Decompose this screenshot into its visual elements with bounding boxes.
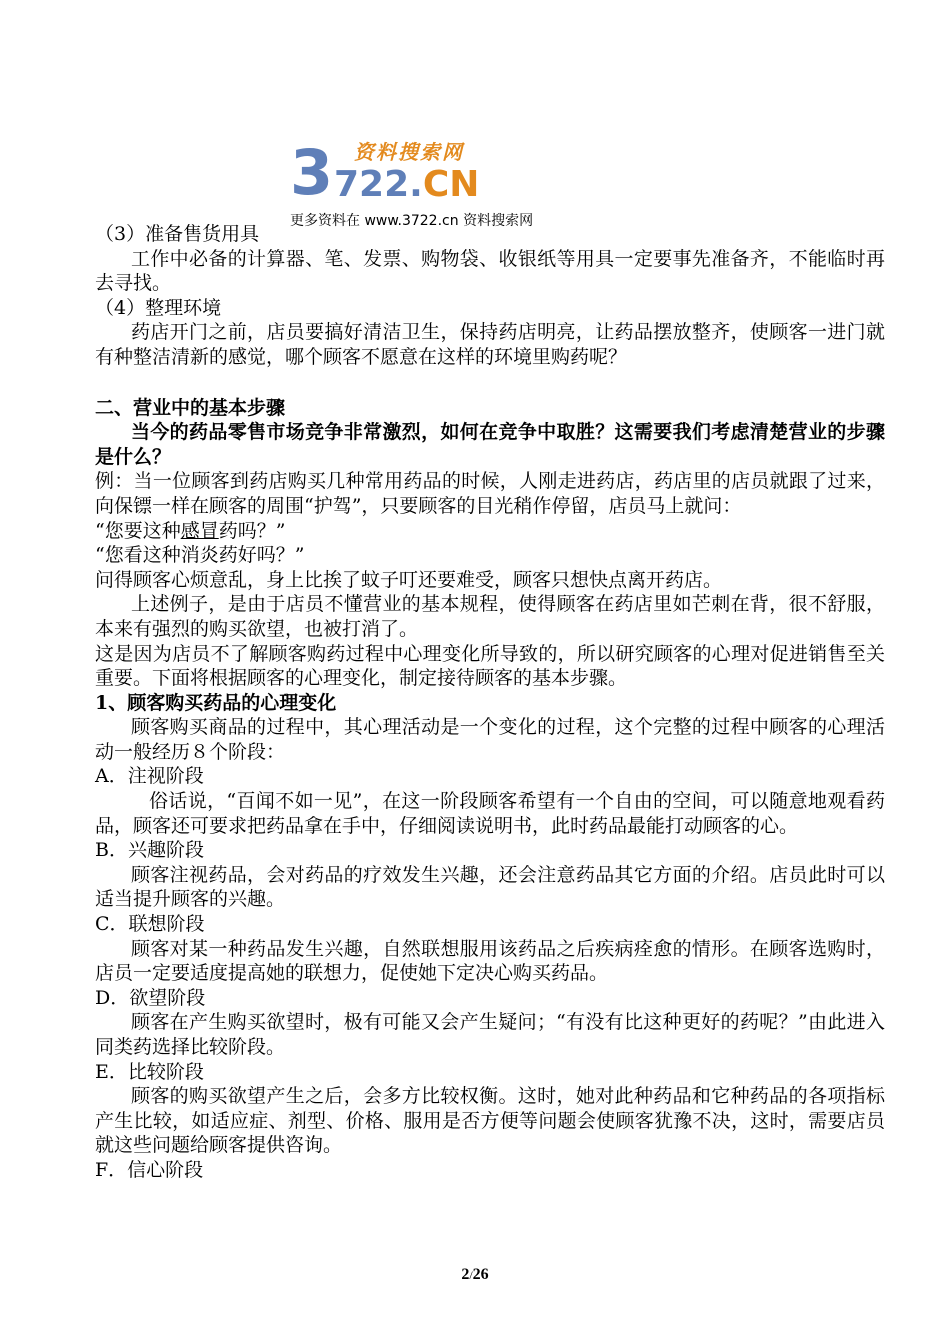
quote-line: “您要这种感冒药吗？” <box>95 519 286 542</box>
underlined-word: 感冒 <box>180 519 219 542</box>
paragraph: 问得顾客心烦意乱，身上比挨了蚊子叮还要难受，顾客只想快点离开药店。 <box>95 568 723 591</box>
stage-heading-d: D．欲望阶段 <box>95 986 206 1009</box>
section-heading: 二、营业中的基本步骤 <box>95 396 286 419</box>
logo-subtitle: 更多资料在 www.3722.cn 资料搜索网 <box>290 213 534 229</box>
paragraph: 这是因为店员不了解顾客购药过程中心理变化所导致的，所以研究顾客的心理对促进销售至关重要。下面将根据顾客的心理变化，制定接待顾客的基本步骤。 <box>95 642 885 690</box>
paragraph: 顾客的购买欲望产生之后，会多方比较权衡。这时，她对此种药品和它种药品的各项指标产生比较，如适应症、剂型、价格、服用是否方便等问题会使顾客犹豫不决，这时，需要店员就这些问题给顾客提供咨询。 <box>95 1085 885 1157</box>
document-body <box>95 222 885 1183</box>
paragraph: 顾客在产生购买欲望时，极有可能又会产生疑问；“有没有比这种更好的药呢？”由此进入同类药选择比较阶段。 <box>95 1011 885 1058</box>
stage-heading-b: B．兴趣阶段 <box>95 839 204 862</box>
paragraph: 工作中必备的计算器、笔、发票、购物袋、收银纸等用具一定要事先准备齐，不能临时再去寻找。 <box>95 247 885 295</box>
paragraph: 顾客对某一种药品发生兴趣，自然联想服用该药品之后疾病痊愈的情形。在顾客选购时，店员一定要适度提高她的联想力，促使她下定决心购买药品。 <box>95 937 885 985</box>
paragraph: 药店开门之前，店员要搞好清洁卫生，保持药店明亮，让药品摆放整齐，使顾客一进门就有种整洁清新的感觉，哪个顾客不愿意在这样的环境里购药呢？ <box>95 321 885 368</box>
subsection-heading: 1、顾客购买药品的心理变化 <box>95 691 337 714</box>
subheading-prepare-tools: （3）准备售货用具 <box>95 223 260 245</box>
stage-heading-e: E．比较阶段 <box>95 1060 204 1083</box>
quote-line: “您看这种消炎药好吗？” <box>95 544 305 567</box>
page-number: 2/26 <box>461 1266 489 1283</box>
logo-number: 722.CN <box>334 164 480 205</box>
stage-heading-f: F．信心阶段 <box>95 1158 204 1181</box>
site-logo <box>288 132 588 232</box>
bold-paragraph: 当今的药品零售市场竞争非常激烈，如何在竞争中取胜？这需要我们考虑清楚营业的步骤是什么？ <box>95 421 885 468</box>
paragraph: 上述例子，是由于店员不懂营业的基本规程，使得顾客在药店里如芒刺在背，很不舒服，本来有强烈的购买欲望，也被打消了。 <box>95 593 885 640</box>
subheading-tidy-environment: （4）整理环境 <box>95 296 222 319</box>
logo-tagline: 资料搜索网 <box>354 140 464 164</box>
paragraph-example: 例：当一位顾客到药店购买几种常用药品的时候，人刚走进药店，药店里的店员就跟了过来，向保镖一样在顾客的周围“护驾”，只要顾客的目光稍作停留，店员马上就问： <box>95 470 885 517</box>
stage-heading-c: C．联想阶段 <box>95 913 205 936</box>
paragraph: 顾客注视药品，会对药品的疗效发生兴趣，还会注意药品其它方面的介绍。店员此时可以适当提升顾客的兴趣。 <box>95 863 885 911</box>
paragraph: 顾客购买商品的过程中，其心理活动是一个变化的过程，这个完整的过程中顾客的心理活动一般经历８个阶段： <box>95 716 885 763</box>
logo-digit: 3 <box>290 136 332 209</box>
stage-heading-a: A．注视阶段 <box>95 765 204 788</box>
paragraph: 俗话说，“百闻不如一见”，在这一阶段顾客希望有一个自由的空间，可以随意地观看药品，顾客还可要求把药品拿在手中，仔细阅读说明书，此时药品最能打动顾客的心。 <box>95 790 885 837</box>
